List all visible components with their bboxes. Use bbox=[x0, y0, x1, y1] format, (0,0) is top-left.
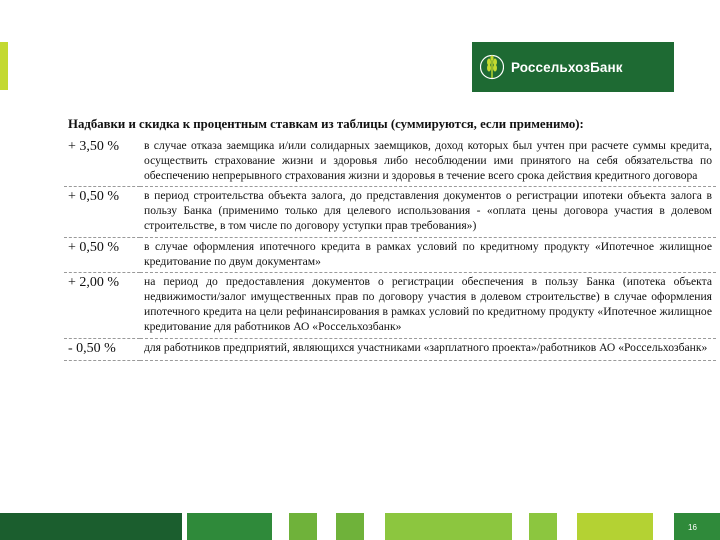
rates-table bbox=[64, 137, 716, 361]
footer-stripe bbox=[0, 513, 182, 540]
footer-stripe bbox=[289, 513, 317, 540]
rate-description: для работников предприятий, являющихся участниками «зарплатного проекта»/работников АО «Россельхозбанк» bbox=[140, 338, 716, 360]
rate-value: + 3,50 % bbox=[64, 137, 140, 187]
footer-stripes bbox=[0, 513, 720, 540]
table-row bbox=[64, 338, 716, 360]
rate-description: в случае оформления ипотечного кредита в рамках условий по кредитному продукту «Ипотечное жилищное кредитование по двум документам» bbox=[140, 237, 716, 273]
page-heading: Надбавки и скидка к процентным ставкам из таблицы (суммируются, если применимо): bbox=[68, 117, 584, 131]
logo-text: РоссельхозБанк bbox=[511, 59, 623, 75]
footer-stripe bbox=[674, 513, 720, 540]
rate-description: в случае отказа заемщика и/или солидарных заемщиков, доход которых был учтен при расчете суммы кредита, осуществить страхование жизни и здоровья либо несоблюдении ими принятого на себя обязательства по обеспечению непрерывного страхования жизни и здоровья в течение всего срока действия кредитного договора bbox=[140, 137, 716, 187]
page-number: 16 bbox=[688, 523, 697, 532]
rate-value: + 2,00 % bbox=[64, 273, 140, 338]
footer-stripe bbox=[187, 513, 272, 540]
rate-description: в период строительства объекта залога, до представления документов о регистрации ипотеки объекта залога в пользу Банка (применимо только для целевого использования - «оплата цены договора участия в долевом строительстве, в том числе по договору уступки прав требования») bbox=[140, 187, 716, 237]
rate-value: - 0,50 % bbox=[64, 338, 140, 360]
table-row bbox=[64, 273, 716, 338]
footer-stripe bbox=[336, 513, 364, 540]
accent-bar bbox=[0, 42, 8, 90]
footer-stripe bbox=[385, 513, 512, 540]
footer-stripe bbox=[529, 513, 557, 540]
rate-value: + 0,50 % bbox=[64, 237, 140, 273]
table-row bbox=[64, 187, 716, 237]
rate-description: на период до предоставления документов о регистрации обеспечения в пользу Банка (ипотека объекта недвижимости/залог имущественных прав по договору участия в долевом строительстве) в случае оформления ипотечного кредита на цели рефинансирования в рамках условий по кредитному продукту «Ипотечное жилищное кредитование для работников АО «Россельхозбанк» bbox=[140, 273, 716, 338]
rate-value: + 0,50 % bbox=[64, 187, 140, 237]
wheat-icon bbox=[480, 52, 504, 82]
footer-stripe bbox=[577, 513, 653, 540]
brand-logo bbox=[472, 42, 674, 92]
table-row bbox=[64, 237, 716, 273]
table-row bbox=[64, 137, 716, 187]
